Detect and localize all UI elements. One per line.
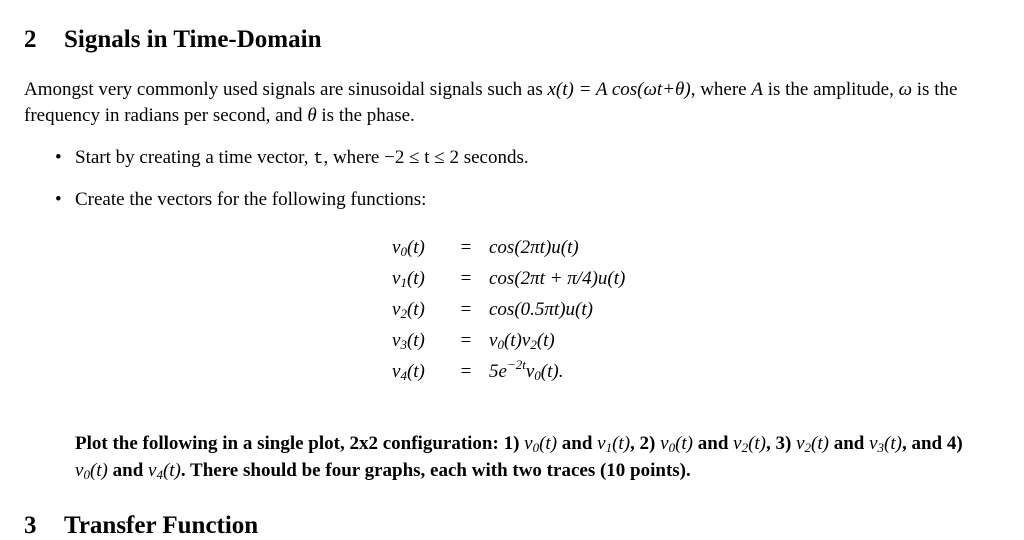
amplitude-symbol: A <box>751 79 763 100</box>
task-text: , 3) <box>766 433 797 454</box>
next-section-number: 3 <box>24 512 37 539</box>
task-text: . There should be four graphs, each with two traces (10 points). <box>180 460 691 481</box>
equals-sign: = <box>460 268 472 289</box>
intro-text: Amongst very commonly used signals are sinusoidal signals such as <box>24 79 548 100</box>
equation-rhs: cos(0.5πt)u(t) <box>489 299 593 320</box>
task-text: and <box>107 460 149 481</box>
equals-sign: = <box>460 330 472 351</box>
bullet-text: Create the vectors for the following functions: <box>75 189 427 210</box>
intro-text: is the frequency in radians per second, and <box>24 79 958 126</box>
sinusoid-formula: x(t) = A cos(ωt+θ) <box>547 79 691 100</box>
theta-symbol: θ <box>307 105 317 126</box>
bullet-item <box>55 147 529 169</box>
equation-lhs: $v_0(t)$ <box>392 237 425 259</box>
task-math: $v_0(t)$ <box>75 460 108 482</box>
section-number: 2 <box>24 26 37 53</box>
bullet-marker: • <box>55 189 62 210</box>
equation-lhs: $v_4(t)$ <box>392 361 425 383</box>
next-section-title: Transfer Function <box>64 512 259 539</box>
equals-sign: = <box>460 361 472 382</box>
task-instruction <box>75 430 985 484</box>
section-title: Signals in Time-Domain <box>64 26 322 53</box>
task-math: $v_0(t)$ <box>524 433 558 455</box>
equation-rhs: $v_0(t)v_2(t)$ <box>489 330 555 352</box>
task-math: $v_4(t)$ <box>148 460 181 482</box>
omega-symbol: ω <box>898 79 913 100</box>
equation-lhs: $v_3(t)$ <box>392 330 425 352</box>
equation-lhs: $v_1(t)$ <box>392 268 425 290</box>
equation-rhs: cos(2πt)u(t) <box>489 237 579 258</box>
task-math: $v_2(t)$ <box>796 433 829 455</box>
task-text: , 2) <box>630 433 661 454</box>
task-math: $v_1(t)$ <box>597 433 631 455</box>
task-text: , and 4) <box>901 433 963 454</box>
bullet-text: Start by creating a time vector, <box>75 147 314 168</box>
equals-sign: = <box>460 299 472 320</box>
next-section-heading <box>24 512 258 540</box>
code-t: t <box>313 150 324 169</box>
task-math: $v_2(t)$ <box>733 433 767 455</box>
bullet-text: , where <box>323 147 385 168</box>
equation-lhs: $v_2(t)$ <box>392 299 425 321</box>
equation-rhs: cos(2πt + π/4)u(t) <box>489 268 626 289</box>
intro-paragraph <box>24 77 999 129</box>
equation-rhs: $5e^{-2t}v_0(t)$. <box>489 357 564 383</box>
task-text: and <box>693 433 734 454</box>
task-text: and <box>828 433 870 454</box>
task-math: $v_0(t)$ <box>660 433 693 455</box>
bullet-text: seconds. <box>458 147 529 168</box>
task-text: and <box>557 433 598 454</box>
equals-sign: = <box>460 237 472 258</box>
bullet-item <box>55 189 426 211</box>
bullet-marker: • <box>55 147 62 168</box>
section-heading <box>24 26 321 54</box>
intro-text: is the amplitude, <box>762 79 899 100</box>
time-range: −2 ≤ t ≤ 2 <box>384 147 459 168</box>
task-math: $v_3(t)$ <box>869 433 902 455</box>
intro-text: , where <box>690 79 752 100</box>
task-text: Plot the following in a single plot, 2x2 configuration: 1) <box>75 433 525 454</box>
intro-text: is the phase. <box>316 105 415 126</box>
